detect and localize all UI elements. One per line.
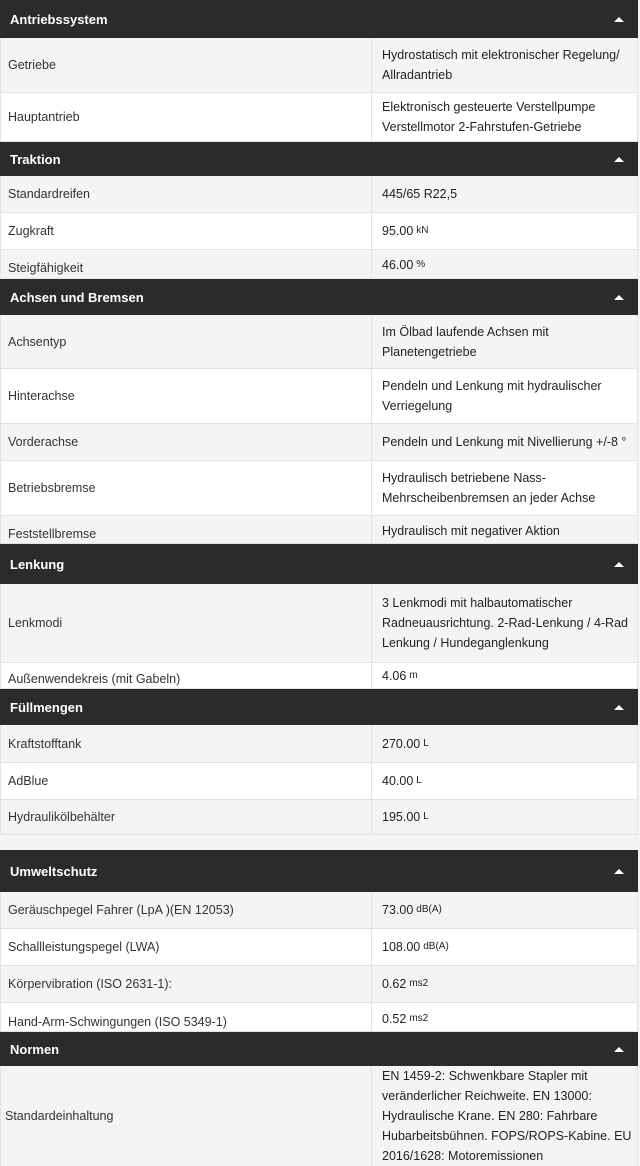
section-header-fuellmengen[interactable] [0, 689, 638, 725]
spec-row [0, 315, 638, 369]
spec-value: Pendeln und Lenkung mit hydraulischer Verriegelung [371, 369, 635, 423]
spec-row [0, 38, 638, 93]
spec-value [371, 250, 635, 278]
spec-value: Hydraulisch betriebene Nass-Mehrscheibenbremsen an jeder Achse [371, 461, 635, 515]
spec-value [371, 213, 635, 249]
value-number: 0.62 [382, 977, 407, 991]
section-title: Traktion [10, 151, 61, 167]
spec-value: Pendeln und Lenkung mit Nivellierung +/-8 ° [371, 424, 635, 460]
spec-label: Kraftstofftank [8, 736, 82, 751]
spec-value [371, 663, 635, 688]
section-title: Normen [10, 1041, 60, 1057]
spec-row [0, 424, 638, 461]
value-number: 270.00 [382, 736, 421, 751]
spec-label: Hauptantrieb [8, 110, 80, 124]
spec-label: Feststellbremse [8, 527, 97, 541]
value-unit: % [416, 259, 426, 270]
spec-label: Standardreifen [8, 187, 91, 201]
value-number: 95.00 [382, 224, 414, 238]
spec-label: Achsentyp [8, 334, 67, 349]
spec-row [0, 892, 638, 929]
spec-label: Lenkmodi [8, 616, 63, 630]
section-title: Antriebssystem [10, 11, 108, 27]
section-header-normen[interactable] [0, 1032, 638, 1066]
spec-label: Geräuschpegel Fahrer (LpA )(EN 12053) [8, 903, 234, 917]
value-unit: dB(A) [423, 941, 449, 952]
spec-value: Elektronisch gesteuerte Verstellpumpe Verstellmotor 2-Fahrstufen-Getriebe [371, 93, 635, 141]
section-header-lenkung[interactable] [0, 544, 638, 584]
section-title: Achsen und Bremsen [10, 289, 144, 305]
spec-label: Hydraulikölbehälter [8, 810, 116, 824]
spec-label: Standardeinhaltung [5, 1109, 114, 1123]
spec-label: Außenwendekreis (mit Gabeln) [8, 672, 181, 686]
spec-label: Schallleistungspegel (LWA) [8, 940, 160, 954]
section-title: Lenkung [10, 556, 65, 572]
spec-row [0, 93, 638, 142]
spec-value: Im Ölbad laufende Achsen mit Planetengetriebe [371, 315, 635, 368]
spec-label: Getriebe [8, 58, 56, 72]
value-unit: L [423, 737, 429, 749]
value-number: 445/65 R22,5 [382, 187, 458, 201]
spec-row [0, 1003, 638, 1032]
spec-value: EN 1459-2: Schwenkbare Stapler mit veränderlicher Reichweite. EN 13000: Hydraulische Krane. EN 280: Fahrbare Hubarbeitsbühnen. FOPS/ROPS-Kabine. EU 2016/1628: Motoremissionen [371, 1066, 635, 1166]
value-unit: ms2 [409, 1013, 429, 1024]
spec-label: Vorderachse [8, 435, 79, 449]
spec-label: Hinterachse [8, 389, 75, 403]
collapse-caret-icon[interactable] [614, 562, 624, 567]
spec-value: Hydrostatisch mit elektronischer Regelung/ Allradantrieb [371, 38, 635, 92]
spec-label: Steigfähigkeit [8, 261, 84, 275]
value-unit: dB(A) [416, 904, 442, 915]
spec-value [371, 800, 635, 834]
spec-label: Hand-Arm-Schwingungen (ISO 5349-1) [8, 1015, 227, 1029]
value-unit: m [409, 670, 418, 681]
section-header-achsen-und-bremsen[interactable] [0, 279, 638, 315]
spec-row [0, 516, 638, 544]
spec-row [0, 800, 638, 835]
section-title: Füllmengen [10, 699, 83, 715]
collapse-caret-icon[interactable] [614, 157, 624, 162]
spec-value: Hydraulisch mit negativer Aktion [371, 516, 635, 543]
value-number: 0.52 [382, 1012, 407, 1026]
spec-row [0, 369, 638, 424]
value-number: 46.00 [382, 258, 414, 272]
spec-label: AdBlue [8, 774, 49, 788]
spec-label: Körpervibration (ISO 2631-1): [8, 977, 172, 991]
spec-row [0, 929, 638, 966]
value-number: 40.00 [382, 774, 414, 788]
collapse-caret-icon[interactable] [614, 1047, 624, 1052]
spec-row [0, 663, 638, 689]
collapse-caret-icon[interactable] [614, 295, 624, 300]
spec-row [0, 584, 638, 663]
spec-row [0, 763, 638, 800]
spec-row [0, 213, 638, 250]
spec-label: Betriebsbremse [8, 481, 96, 495]
spec-value [371, 725, 635, 762]
spec-value: 3 Lenkmodi mit halbautomatischer Radneuausrichtung. 2-Rad-Lenkung / 4-Rad Lenkung / Hundeganglenkung [371, 584, 635, 662]
spec-value [371, 892, 635, 928]
section-header-traktion[interactable] [0, 142, 638, 176]
value-number: 195.00 [382, 810, 421, 824]
collapse-caret-icon[interactable] [614, 869, 624, 874]
value-unit: L [416, 775, 422, 786]
spec-row [0, 250, 638, 279]
spec-row [0, 461, 638, 516]
spec-value [371, 966, 635, 1002]
section-title: Umweltschutz [10, 863, 98, 879]
collapse-caret-icon[interactable] [614, 705, 624, 710]
spec-row [0, 725, 638, 763]
section-header-antriebssystem[interactable] [0, 0, 638, 38]
spec-value [371, 1003, 635, 1031]
value-unit: kN [416, 225, 429, 236]
value-unit: L [423, 811, 429, 822]
value-unit: ms2 [409, 978, 429, 989]
spec-value [371, 763, 635, 799]
spec-row [0, 176, 638, 213]
spec-value [371, 176, 635, 212]
spec-label: Zugkraft [8, 224, 54, 238]
section-gap [0, 835, 640, 850]
value-number: 4.06 [382, 669, 407, 683]
spec-row [0, 1066, 638, 1166]
section-header-umweltschutz[interactable] [0, 850, 638, 892]
value-number: 108.00 [382, 940, 421, 954]
collapse-caret-icon[interactable] [614, 17, 624, 22]
spec-row [0, 966, 638, 1003]
spec-value [371, 929, 635, 965]
value-number: 73.00 [382, 903, 414, 917]
